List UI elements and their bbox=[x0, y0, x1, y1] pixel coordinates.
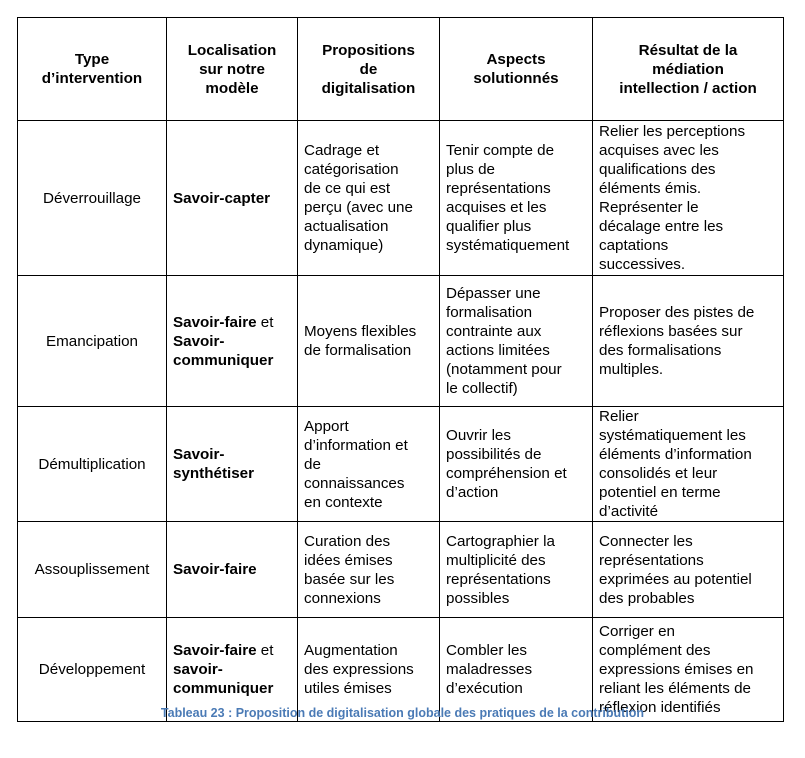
cell-text-line: des formalisations bbox=[599, 342, 722, 359]
cell-text-line: captations bbox=[599, 237, 669, 254]
cell-propositions bbox=[298, 407, 440, 522]
table-row bbox=[18, 522, 784, 618]
cell-text-line: représentations bbox=[599, 551, 704, 569]
header-localisation bbox=[167, 18, 298, 121]
cell-text-line: Connecter les bbox=[599, 532, 693, 550]
cell-text-line: réflexion identifiés bbox=[599, 699, 721, 716]
cell-text-line: le collectif) bbox=[446, 380, 518, 397]
cell-type: Déverrouillage bbox=[18, 121, 167, 276]
cell-text-line: plus de bbox=[446, 161, 495, 178]
text: et bbox=[256, 642, 274, 659]
bold-text: Savoir-faire bbox=[173, 561, 257, 578]
cell-text-line: Augmentation bbox=[304, 642, 398, 659]
cell-text-line: Localisation bbox=[187, 41, 277, 59]
cell-text-line: connaissances bbox=[304, 474, 405, 492]
table-header-row bbox=[18, 18, 784, 121]
cell-text-line: Apport bbox=[304, 417, 349, 435]
cell-text-line: des expressions bbox=[304, 661, 414, 678]
cell-text-line: reliant les éléments de bbox=[599, 680, 751, 697]
cell-text-line bbox=[173, 332, 291, 351]
cell-resultat bbox=[593, 522, 784, 618]
cell-text-line: Moyens flexibles bbox=[304, 323, 417, 340]
cell-text-line: consolidés et leur bbox=[599, 465, 718, 482]
bold-text: Savoir- bbox=[173, 446, 225, 463]
cell-type: Assouplissement bbox=[18, 522, 167, 618]
text: et bbox=[256, 313, 274, 331]
cell-aspects bbox=[440, 522, 593, 618]
cell-text-line: Représenter le bbox=[599, 199, 699, 216]
cell-text-line: Propositions bbox=[322, 41, 415, 59]
cell-text-line: basée sur les bbox=[304, 570, 395, 588]
cell-text-line: éléments d’information bbox=[599, 446, 752, 463]
cell-text-line: possibilités de bbox=[446, 446, 542, 463]
cell-text-line: Relier bbox=[599, 408, 639, 425]
cell-text-line: perçu (avec une bbox=[304, 199, 413, 216]
cell-text-line: intellection / action bbox=[619, 79, 757, 97]
cell-text-line: Relier les perceptions bbox=[599, 123, 746, 140]
cell-text-line: Curation des bbox=[304, 532, 391, 550]
cell-resultat bbox=[593, 407, 784, 522]
cell-text-line: représentations bbox=[446, 180, 551, 197]
bold-text: Savoir-faire bbox=[173, 313, 257, 331]
cell-localisation bbox=[167, 407, 298, 522]
cell-text-line: de bbox=[359, 60, 378, 78]
cell-text-line: médiation bbox=[652, 60, 724, 78]
bold-text: Savoir-capter bbox=[173, 189, 271, 207]
table-row bbox=[18, 121, 784, 276]
bold-text: Savoir- bbox=[173, 332, 225, 350]
cell-text-line: d’information et bbox=[304, 436, 408, 454]
cell-text-line: Proposer des pistes de bbox=[599, 304, 755, 321]
cell-aspects bbox=[440, 276, 593, 407]
cell-text-line bbox=[173, 189, 291, 208]
document-body bbox=[17, 17, 783, 722]
cell-text-line: idées émises bbox=[304, 551, 393, 569]
cell-localisation bbox=[167, 522, 298, 618]
cell-text-line: Type bbox=[74, 51, 110, 68]
bold-text: Savoir-faire bbox=[173, 642, 257, 659]
bold-text: communiquer bbox=[173, 351, 274, 369]
header-resultat bbox=[593, 18, 784, 121]
cell-text-line bbox=[173, 464, 291, 483]
cell-text-line: possibles bbox=[446, 589, 510, 607]
cell-text-line: actualisation bbox=[304, 218, 389, 235]
header-propositions bbox=[298, 18, 440, 121]
table-row bbox=[18, 407, 784, 522]
cell-text-line: (notamment pour bbox=[446, 361, 562, 378]
cell-text-line: utiles émises bbox=[304, 680, 392, 697]
cell-text-line bbox=[173, 351, 291, 370]
cell-resultat bbox=[593, 121, 784, 276]
cell-text-line: systématiquement les bbox=[599, 427, 746, 444]
cell-aspects bbox=[440, 407, 593, 522]
cell-text-line: réflexions basées sur bbox=[599, 323, 743, 340]
cell-text-line: d’activité bbox=[599, 503, 659, 520]
cell-text-line: expressions émises en bbox=[599, 661, 754, 678]
cell-text-line: d’action bbox=[446, 484, 499, 501]
cell-text-line: complément des bbox=[599, 642, 711, 659]
cell-text-line: qualifier plus bbox=[446, 218, 532, 235]
header-aspects bbox=[440, 18, 593, 121]
cell-text-line: acquises avec les bbox=[599, 142, 719, 159]
cell-text-line: de ce qui est bbox=[304, 180, 391, 197]
bold-text: synthétiser bbox=[173, 465, 255, 482]
cell-text-line: connexions bbox=[304, 589, 381, 607]
cell-text-line: Tenir compte de bbox=[446, 142, 555, 159]
cell-text-line: solutionnés bbox=[473, 70, 559, 87]
cell-resultat bbox=[593, 276, 784, 407]
header-type bbox=[18, 18, 167, 121]
cell-text-line: Corriger en bbox=[599, 623, 675, 640]
cell-text-line: Aspects bbox=[486, 51, 546, 68]
cell-text-line: Cartographier la bbox=[446, 532, 555, 550]
cell-text-line: multiples. bbox=[599, 361, 664, 378]
cell-text-line: d’intervention bbox=[41, 70, 143, 87]
cell-type: Emancipation bbox=[18, 276, 167, 407]
cell-text-line: actions limitées bbox=[446, 342, 550, 359]
cell-text-line: compréhension et bbox=[446, 465, 567, 482]
table-caption: Tableau 23 : Proposition de digitalisation globale des pratiques de la contribution bbox=[160, 706, 645, 720]
cell-text-line: Ouvrir les bbox=[446, 427, 511, 444]
bold-text: savoir- bbox=[173, 661, 223, 678]
cell-text-line: catégorisation bbox=[304, 161, 399, 178]
cell-localisation bbox=[167, 276, 298, 407]
bold-text: communiquer bbox=[173, 680, 274, 697]
cell-text-line: Dépasser une bbox=[446, 285, 541, 302]
cell-text-line: Combler les bbox=[446, 642, 528, 659]
cell-text-line: systématiquement bbox=[446, 237, 570, 254]
cell-text-line: exprimées au potentiel bbox=[599, 570, 752, 588]
cell-propositions bbox=[298, 276, 440, 407]
cell-text-line: potentiel en terme bbox=[599, 484, 721, 501]
cell-text-line bbox=[173, 445, 291, 464]
cell-propositions bbox=[298, 522, 440, 618]
cell-text-line: multiplicité des bbox=[446, 551, 546, 569]
cell-type: Démultiplication bbox=[18, 407, 167, 522]
cell-text-line: successives. bbox=[599, 256, 686, 273]
cell-text-line: qualifications des bbox=[599, 161, 716, 178]
cell-text-line bbox=[173, 313, 291, 332]
cell-propositions bbox=[298, 121, 440, 276]
cell-text-line: contrainte aux bbox=[446, 323, 542, 340]
cell-type: Développement bbox=[18, 618, 167, 722]
cell-text-line bbox=[173, 679, 291, 698]
cell-text-line bbox=[173, 641, 291, 660]
cell-aspects bbox=[440, 121, 593, 276]
cell-text-line: modèle bbox=[205, 79, 259, 97]
cell-text-line: décalage entre les bbox=[599, 218, 724, 235]
cell-text-line: dynamique) bbox=[304, 237, 384, 254]
cell-text-line: maladresses bbox=[446, 661, 533, 678]
cell-text-line: acquises et les bbox=[446, 199, 547, 216]
digitalisation-table bbox=[17, 17, 784, 722]
cell-localisation bbox=[167, 121, 298, 276]
cell-text-line: éléments émis. bbox=[599, 180, 702, 197]
cell-text-line: formalisation bbox=[446, 304, 533, 321]
cell-text-line: digitalisation bbox=[321, 79, 416, 97]
cell-text-line: de bbox=[304, 455, 321, 473]
cell-text-line bbox=[173, 560, 291, 579]
table-row bbox=[18, 276, 784, 407]
cell-text-line: représentations bbox=[446, 570, 551, 588]
cell-text-line: en contexte bbox=[304, 493, 383, 511]
cell-text-line: Cadrage et bbox=[304, 142, 380, 159]
cell-text-line: sur notre bbox=[199, 60, 265, 78]
cell-text-line: de formalisation bbox=[304, 342, 412, 359]
cell-text-line: Résultat de la bbox=[638, 41, 738, 59]
cell-text-line bbox=[173, 660, 291, 679]
cell-text-line: d’exécution bbox=[446, 680, 523, 697]
cell-text-line: des probables bbox=[599, 589, 695, 607]
